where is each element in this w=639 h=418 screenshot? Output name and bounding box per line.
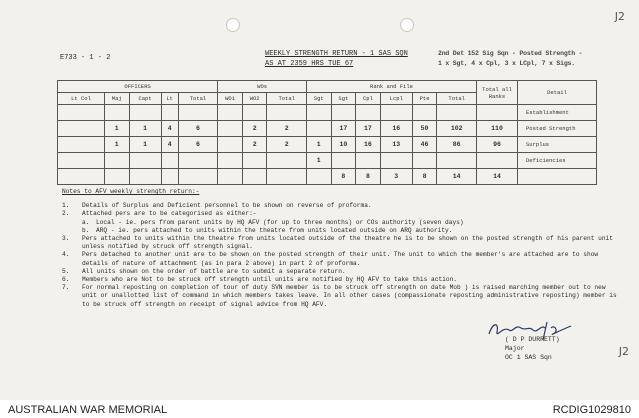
note-text: Pers attached to units within the theatre from units located outside of the theatre he is to be shown on the posted strength of his parent unit unless notified by struck off strength signal. (82, 235, 613, 251)
corner-mark: J2 (614, 10, 625, 23)
note-number: 1. (62, 202, 70, 210)
table-cell (412, 153, 437, 169)
table-cell (178, 105, 218, 121)
table-cell (58, 153, 105, 169)
detail-cell: Surplus (518, 137, 597, 153)
table-row (58, 169, 597, 185)
table-cell (437, 153, 477, 169)
table-cell (161, 105, 178, 121)
note-item (62, 219, 622, 227)
notes-title: Notes to AFV weekly strength return:- (62, 188, 200, 195)
signature-block (505, 335, 560, 362)
table-cell (306, 121, 331, 137)
table-body (58, 105, 597, 185)
total-all-ranks-cell: 96 (477, 137, 518, 153)
note-number: 2. (62, 210, 70, 218)
column-header: Maj (104, 93, 129, 105)
group-header-wos: WOs (218, 81, 307, 93)
table-cell (218, 137, 243, 153)
table-cell: 8 (331, 169, 356, 185)
table-cell (242, 169, 267, 185)
table-cell: 14 (437, 169, 477, 185)
table-cell (412, 105, 437, 121)
detail-cell: Posted Strength (518, 121, 597, 137)
note-text: Details of Surplus and Deficient personnel to be shown on reverse of proforma. (82, 202, 372, 210)
table-cell (218, 105, 243, 121)
notes-section (62, 188, 622, 309)
table-cell (58, 137, 105, 153)
column-header: Cpl (356, 93, 381, 105)
table-cell: 17 (331, 121, 356, 137)
strength-table (57, 80, 597, 185)
note-text: All units shown on the order of battle are to submit a separate return. (82, 267, 346, 275)
note-text: ARQ - ie. pers attached to units within the theatre from units located outside on ARQ authority. (96, 226, 453, 234)
column-header: Total (267, 93, 307, 105)
title-line-1: WEEKLY STRENGTH RETURN - 1 SAS SQN (265, 50, 408, 58)
archive-credit: AUSTRALIAN WAR MEMORIAL (8, 404, 168, 416)
table-row (58, 121, 597, 137)
note-number: 5. (62, 267, 70, 275)
note-number: b. (82, 226, 90, 234)
detail-cell: Deficiencies (518, 153, 597, 169)
table-cell (267, 153, 307, 169)
note-item (62, 210, 622, 218)
table-cell: 2 (242, 121, 267, 137)
signatory-rank: Major (505, 345, 525, 352)
column-header: WO1 (218, 93, 243, 105)
table-cell: 8 (356, 169, 381, 185)
table-cell (178, 169, 218, 185)
column-header: Total (437, 93, 477, 105)
table-cell (218, 169, 243, 185)
column-header: Capt (129, 93, 161, 105)
table-cell: 1 (129, 121, 161, 137)
note-number: 7. (62, 284, 70, 292)
table-cell (306, 105, 331, 121)
total-all-ranks-cell (477, 153, 518, 169)
table-cell (356, 105, 381, 121)
table-cell (267, 169, 307, 185)
punch-hole-icon (400, 18, 414, 32)
table-cell (380, 105, 412, 121)
table-cell: 4 (161, 121, 178, 137)
table-cell: 6 (178, 121, 218, 137)
table-cell (161, 153, 178, 169)
detail-cell: Establishment (518, 105, 597, 121)
table-cell (178, 153, 218, 169)
column-header: Total (178, 93, 218, 105)
table-cell: 16 (356, 137, 381, 153)
notes-list (62, 202, 622, 309)
note-item (62, 284, 622, 309)
table-cell: 50 (412, 121, 437, 137)
table-cell: 2 (242, 137, 267, 153)
table-cell (218, 121, 243, 137)
title-line-2: AS AT 2359 HRS TUE 67 (265, 60, 354, 68)
table-cell (129, 105, 161, 121)
table-cell: 10 (331, 137, 356, 153)
group-header-total-all-ranks: Total all Ranks (477, 81, 518, 105)
table-cell: 2 (267, 121, 307, 137)
table-cell: 6 (178, 137, 218, 153)
note-item (62, 235, 622, 251)
note-item (62, 251, 622, 267)
note-number: 6. (62, 276, 70, 284)
signatory-name: ( D P DURRETT) (505, 336, 560, 343)
table-cell (104, 153, 129, 169)
return-title (265, 49, 408, 69)
total-all-ranks-cell: 14 (477, 169, 518, 185)
table-cell: 2 (267, 137, 307, 153)
punch-hole-icon (226, 18, 240, 32)
column-header: WO2 (242, 93, 267, 105)
column-header: Lt (161, 93, 178, 105)
table-cell: 3 (380, 169, 412, 185)
column-header: Pte (412, 93, 437, 105)
total-all-ranks-cell: 110 (477, 121, 518, 137)
table-cell: 4 (161, 137, 178, 153)
table-row (58, 153, 597, 169)
table-cell: 8 (412, 169, 437, 185)
note-text: Pers detached to another unit are to be shown on the posted strength of their unit. The unit to which the member's are attached are to show details of nature of attachment (as in para 2 above) in part 2 of proforma. (82, 251, 599, 267)
table-cell: 102 (437, 121, 477, 137)
table-cell (306, 169, 331, 185)
table-cell (242, 153, 267, 169)
table-cell: 13 (380, 137, 412, 153)
table-cell (437, 105, 477, 121)
table-cell (380, 153, 412, 169)
column-header: Lt Col (58, 93, 105, 105)
note-number: 3. (62, 235, 70, 243)
group-header-officers: OFFICERS (58, 81, 218, 93)
note-number: 4. (62, 251, 70, 259)
form-number: E733 - 1 - 2 (60, 54, 111, 62)
table-cell (129, 169, 161, 185)
table-cell: 17 (356, 121, 381, 137)
margin-mark: J2 (618, 345, 629, 358)
table-cell (267, 105, 307, 121)
note-item (62, 227, 622, 235)
note-text: For normal reposting on completion of tour of duty SVN member is to be struck off strength on date Mob ) is raised marching member out to new unit or unallotted list of command in which members takes leave. In all other cases (compassionate reposting administrative reposting) member is to be struck off strength on receipt of signal advice from HQ AFV. (82, 284, 617, 308)
unit-line-2: 1 x Sgt, 4 x Cpl, 3 x LCpl, 7 x Sigs. (438, 60, 575, 67)
table-cell (331, 105, 356, 121)
table-cell: 1 (104, 137, 129, 153)
column-header: Sgt (331, 93, 356, 105)
table-cell: 1 (129, 137, 161, 153)
group-header-rank-and-file: Rank and File (306, 81, 476, 93)
note-text: Local - ie. pers from parent units by HQ AFV (for up to three months) or COs authority (seven days) (96, 218, 464, 226)
note-number: a. (82, 218, 90, 226)
table-cell (104, 169, 129, 185)
table-cell (242, 105, 267, 121)
table-cell: 46 (412, 137, 437, 153)
table-cell: 1 (306, 153, 331, 169)
column-header: Sgt (306, 93, 331, 105)
table-cell (356, 153, 381, 169)
archive-reference: RCDIG1029810 (552, 404, 631, 416)
table-cell (58, 169, 105, 185)
table-cell (129, 153, 161, 169)
table-cell (218, 153, 243, 169)
table-cell (331, 153, 356, 169)
note-text: Attached pers are to be categorised as either:- (82, 210, 257, 218)
note-text: Members who are Not to be struck off strength until units are notified by HQ AFV to take this action. (82, 276, 458, 284)
table-cell: 86 (437, 137, 477, 153)
table-cell (161, 169, 178, 185)
table-cell (58, 121, 105, 137)
table-cell: 16 (380, 121, 412, 137)
total-all-ranks-cell (477, 105, 518, 121)
signatory-appointment: OC 1 SAS Sqn (505, 354, 552, 361)
note-item (62, 202, 622, 210)
unit-line-1: 2nd Det 152 Sig Sqn - Posted Strength - (438, 50, 583, 57)
detail-cell (518, 169, 597, 185)
table-cell (58, 105, 105, 121)
table-row (58, 137, 597, 153)
table-cell (104, 105, 129, 121)
note-item (62, 276, 622, 284)
table-cell: 1 (306, 137, 331, 153)
table-cell: 1 (104, 121, 129, 137)
column-header: Lcpl (380, 93, 412, 105)
group-header-detail: Detail (518, 81, 597, 105)
note-item (62, 268, 622, 276)
table-row (58, 105, 597, 121)
unit-strength-note (438, 49, 582, 69)
